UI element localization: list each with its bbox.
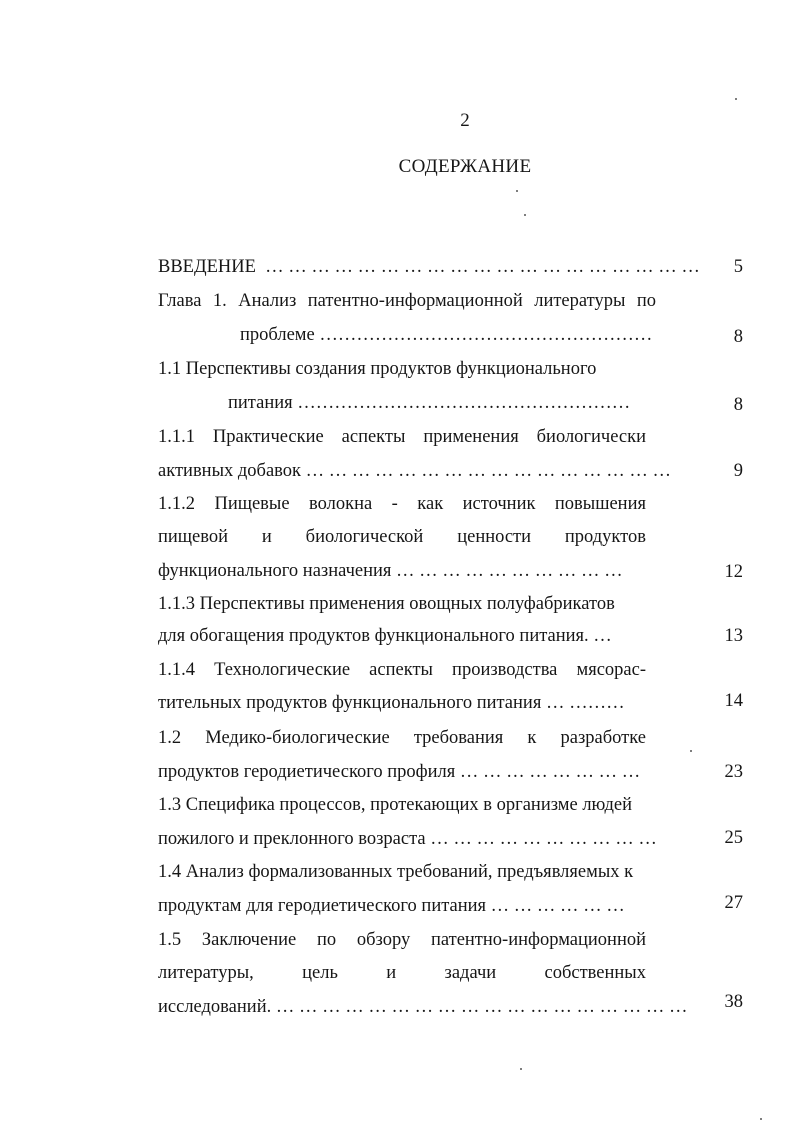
toc-entry-1-1-3-line2: для обогащения продуктов функционального питания. … bbox=[158, 626, 612, 646]
toc-entry-1-3-line1: 1.3 Специфика процессов, протекающих в организме людей bbox=[158, 795, 632, 815]
scan-speck bbox=[690, 750, 692, 752]
toc-entry-1-1-line2: питания ……………………………………………… bbox=[228, 393, 631, 413]
toc-entry-1-2-line1: 1.2 Медико-биологические требования к разработке bbox=[158, 728, 646, 748]
scan-speck bbox=[524, 214, 526, 216]
toc-entry-1-1-4-line1: 1.1.4 Технологические аспекты производства мясорас- bbox=[158, 660, 646, 680]
scan-speck bbox=[516, 190, 518, 192]
toc-entry-chapter-1-line2: проблеме ……………………………………………… bbox=[240, 325, 653, 345]
scan-speck bbox=[520, 1068, 522, 1070]
page-title: СОДЕРЖАНИЕ bbox=[398, 156, 532, 177]
toc-entry-1-1-2-line2: пищевой и биологической ценности продуктов bbox=[158, 527, 646, 547]
toc-entry-1-1-1-line1: 1.1.1 Практические аспекты применения биологически bbox=[158, 427, 646, 447]
toc-entry-intro-dots: … … … … … … … … … … … … … … … … … … … bbox=[265, 257, 700, 277]
toc-entry-1-1-line1: 1.1 Перспективы создания продуктов функционального bbox=[158, 359, 597, 379]
toc-entry-1-5-line3: исследований. … … … … … … … … … … … … … … … … … … bbox=[158, 997, 688, 1017]
toc-entry-chapter-1-page: 8 bbox=[733, 327, 743, 347]
toc-entry-1-4-page: 27 bbox=[724, 893, 743, 913]
toc-entry-1-1-4-page: 14 bbox=[724, 691, 743, 711]
toc-entry-1-3-line2: пожилого и преклонного возраста … … … … … … … … … … bbox=[158, 829, 657, 849]
toc-entry-1-1-3-line1: 1.1.3 Перспективы применения овощных полуфабрикатов bbox=[158, 594, 615, 614]
toc-entry-chapter-1-line1: Глава 1. Анализ патентно-информационной литературы по bbox=[158, 291, 656, 311]
toc-entry-1-1-2-line3: функционального назначения … … … … … … … … … … bbox=[158, 561, 623, 581]
toc-entry-1-2-line2: продуктов геродиетического профиля … … … … … … … … bbox=[158, 762, 641, 782]
toc-entry-1-5-page: 38 bbox=[724, 992, 743, 1012]
toc-entry-1-1-3-page: 13 bbox=[724, 626, 743, 646]
toc-entry-1-1-1-line2: активных добавок … … … … … … … … … … … … … … … … bbox=[158, 461, 672, 481]
toc-entry-1-1-page: 8 bbox=[733, 395, 743, 415]
toc-entry-intro-text: ВВЕДЕНИЕ bbox=[158, 257, 256, 277]
toc-entry-1-2-page: 23 bbox=[724, 762, 743, 782]
toc-entry-1-1-2-line1: 1.1.2 Пищевые волокна - как источник повышения bbox=[158, 494, 646, 514]
toc-entry-1-4-line1: 1.4 Анализ формализованных требований, предъявляемых к bbox=[158, 862, 634, 882]
toc-entry-1-1-1-page: 9 bbox=[733, 461, 743, 481]
toc-entry-intro-page: 5 bbox=[733, 257, 743, 277]
scan-speck bbox=[735, 98, 737, 100]
toc-entry-1-4-line2: продуктам для геродиетического питания … … … … … … bbox=[158, 896, 625, 916]
page-number: 2 bbox=[460, 110, 470, 131]
toc-entry-1-1-4-line2: тительных продуктов функционального питания … ……… bbox=[158, 693, 625, 713]
toc-entry-1-1-2-page: 12 bbox=[724, 562, 743, 582]
scan-speck bbox=[760, 1118, 762, 1120]
toc-entry-1-5-line1: 1.5 Заключение по обзору патентно-информационной bbox=[158, 930, 646, 950]
toc-entry-1-5-line2: литературы, цель и задачи собственных bbox=[158, 963, 646, 983]
toc-entry-1-3-page: 25 bbox=[724, 828, 743, 848]
